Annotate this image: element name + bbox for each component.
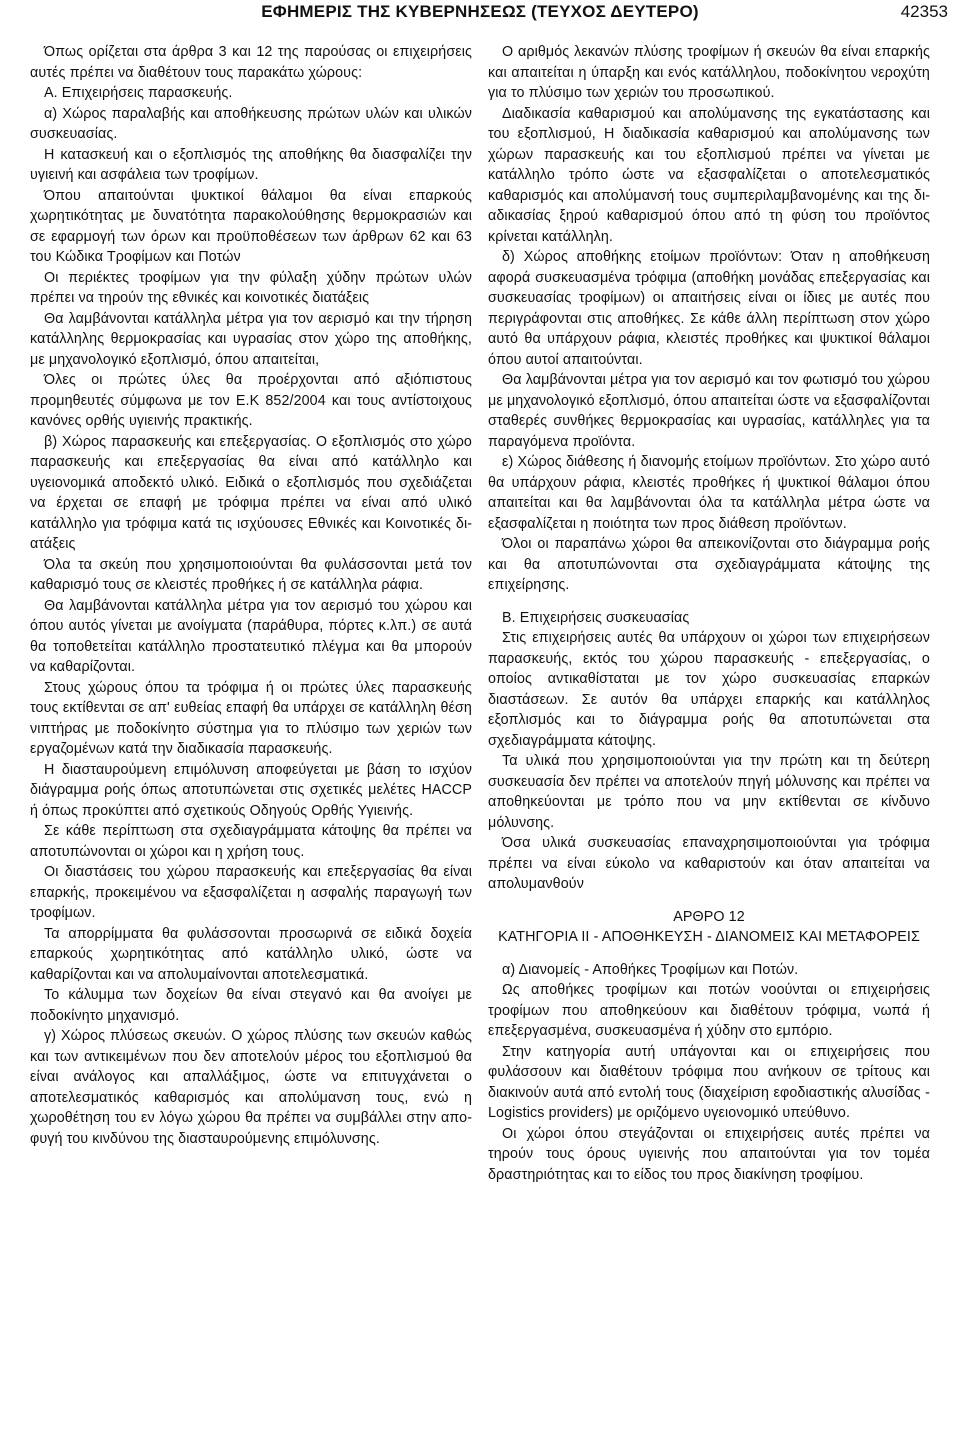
paragraph: Οι περιέκτες τροφίμων για την φύλαξη χύδην πρώτων υλών πρέπει να τηρούν της εθνικές και κοινοτικές διατάξεις xyxy=(30,269,472,306)
page-number: 42353 xyxy=(900,2,948,21)
paragraph: Τα υλικά που χρησιμοποιούνται για την πρώτη και τη δεύτερη συσκευασία δεν πρέπει να αποτελούν πηγή μόλυνσης και πρέπει να αποθηκεύονται με τρόπο που να μην εκτίθενται σε κίνδυνο μόλυνσης. xyxy=(488,753,930,831)
paragraph: Η κατασκευή και ο εξοπλισμός της αποθήκης θα διασφαλίζει την υγιεινή και ασφάλεια των τροφίμων. xyxy=(30,146,472,183)
paragraph: Οι διαστάσεις του χώρου παρασκευής και επεξεργασίας θα είναι επαρκής, προκειμένου να εξασφαλίζεται η ασφαλής παραγωγή των τροφίμων. xyxy=(30,864,472,921)
paragraph: Η διασταυρούμενη επιμόλυνση αποφεύγεται με βάση το ισχύον διάγραμμα ροής όπως αποτυπώνεται στις σχετικές μελέτες HACCP ή όπως προκύπτει από σχετικούς Οδηγούς Ορθής Υγιεινής. xyxy=(30,761,472,819)
section-heading: Α. Επιχειρήσεις παρασκευής. xyxy=(44,85,233,101)
paragraph: Στους χώρους όπου τα τρόφιμα ή οι πρώτες ύλες παρασκευής τους εκτίθενται σε απ' ευθείας επαφή θα υπάρχει σε κατάλληλη θέση νιπτήρας με ποδοκίνητο σύστημα για το πλύσιμο των χεριών των εργαζομένων κατά την διαδικασία παρασκευής. xyxy=(30,679,472,757)
paragraph: Όσα υλικά συσκευασίας επαναχρησιμοποιούνται για τρόφιμα πρέπει να είναι εύκολο να καθαριστούν και όταν απαιτείται να απολυμανθούν xyxy=(488,835,930,892)
paragraph: β) Χώρος παρασκευής και επεξεργασίας. Ο εξοπλισμός στο χώρο παρασκευής και επεξεργασίας θα είναι από κατάλληλο και υγειονομικά αποδεκτό υλικό. Ειδικά ο εξοπλισμός που σχεδιάζεται να έρχεται σε επαφή με τρόφιμα πρέπει να είναι από υλικό κατάλληλο για τρόφιμα κατά τις ισχύουσες Εθνικές και Κοινοτικές διατάξεις xyxy=(30,433,472,552)
paragraph: Όπου απαιτούνται ψυκτικοί θάλαμοι θα είναι επαρκούς χωρητικότητας με δυνατότητα παρακολούθησης θερμοκρασιών και σε εφαρμογή των όρων και προϋποθέσεων των άρθρων 62 και 63 του Κώδικα Τροφίμων και Ποτών xyxy=(30,187,472,265)
right-column xyxy=(488,42,930,1185)
section-heading: Β. Επιχειρήσεις συσκευασίας xyxy=(502,609,690,626)
page-header xyxy=(0,0,960,28)
gazette-title: ΕΦΗΜΕΡΙΣ ΤΗΣ ΚΥΒΕΡΝΗΣΕΩΣ (ΤΕΥΧΟΣ ΔΕΥΤΕΡΟ) xyxy=(261,2,699,21)
paragraph: Οι χώροι όπου στεγάζονται οι επιχειρήσεις αυτές πρέπει να τηρούν τους όρους υγιεινής που απαιτούνται για τον τομέα δραστηριότητας και το είδος του προς διακίνηση τροφίμου. xyxy=(488,1125,930,1183)
paragraph: Θα λαμβάνονται μέτρα για τον αερισμό και τον φωτισμό του χώρου με μηχανολογικό εξοπλισμό, όπου απαιτείται ώστε να εξασφαλίζονται σταθερές συνθήκες θερμοκρασίας και υγρασίας, κατάλληλες για τα παραγόμενα προϊόντα. xyxy=(488,372,930,450)
left-column xyxy=(30,42,472,1149)
paragraph: Θα λαμβάνονται κατάλληλα μέτρα για τον αερισμό του χώρου και όπου αυτός γίνεται με ανοίγματα (παράθυρα, πόρτες κ.λπ.) σε αυτά θα τοποθετείται κατάλληλο προστατευτικό πλέγμα και θα μπορούν να καθαρίζονται. xyxy=(30,597,472,675)
paragraph: Διαδικασία καθαρισμού και απολύμανσης της εγκατάστασης και του εξοπλισμού, Η διαδικασία καθαρισμού και απολύμανσης των χώρων παρασκευής και του εξοπλισμού πρέπει να γίνεται με κατάλληλο τρόπο ώστε να εξασφαλίζεται ο αποτελεσματικός καθαρισμός και απολύμανσή τους συμπεριλαμβανομένης και της διαδικασίας ξηρού καθαρισμού όπου από τη φύση του προϊόντος κρίνεται κατάλληλη. xyxy=(488,105,930,245)
paragraph: Το κάλυμμα των δοχείων θα είναι στεγανό και θα ανοίγει με ποδοκίνητο μηχανισμό. xyxy=(30,987,472,1024)
paragraph: Όλα τα σκεύη που χρησιμοποιούνται θα φυλάσσονται μετά τον καθαρισμό τους σε κλειστές προθήκες ή σε κατάλληλα ράφια. xyxy=(30,556,472,593)
paragraph: Τα απορρίμματα θα φυλάσσονται προσωρινά σε ειδικά δοχεία επαρκούς χωρητικότητας από κατάλληλο υλικό, ώστε να καθαρίζονται και να απολυμαίνονται αποτελεσματικά. xyxy=(30,925,472,983)
paragraph: Θα λαμβάνονται κατάλληλα μέτρα για τον αερισμό και την τήρηση κατάλληλης θερμοκρασίας και υγρασίας στον χώρο της αποθήκης, με μηχανολογικό εξοπλισμό, όπου απαιτείται, xyxy=(30,310,472,368)
paragraph: Όπως ορίζεται στα άρθρα 3 και 12 της παρούσας οι επιχειρήσεις αυτές πρέπει να διαθέτουν τους παρακάτω χώρους: xyxy=(30,44,472,81)
paragraph: Ως αποθήκες τροφίμων και ποτών νοούνται οι επιχειρήσεις τροφίμων που αποθηκεύουν και διαθέτουν τρόφιμα, νωπά ή επεξεργασμένα, συσκευασμένα ή χύδην στο εμπόριο. xyxy=(488,982,930,1039)
paragraph: Στις επιχειρήσεις αυτές θα υπάρχουν οι χώροι των επιχειρήσεων παρασκευής, εκτός του χώρου παρασκευής - επεξεργασίας, ο οποίος αντικαθίσταται με τον χώρο συσκευασίας επαρκών διαστάσεων. Σε αυτόν θα υπάρχει επαρκής και κατάλληλος εξοπλισμός και το διάγραμμα ροής θα αποτυπώνεται στα σχεδιαγράμματα κάτοψης. xyxy=(488,630,930,749)
paragraph: γ) Χώρος πλύσεως σκευών. Ο χώρος πλύσης των σκευών καθώς και των αντικειμένων που δεν αποτελούν μέρος του εξοπλισμού θα είναι ανάλογος και απαλλάξιμος, ώστε να επιτυγχάνεται ο αποτελεσματικός καθαρισμός και απολύμανση τους, ενώ η χωροθέτηση του εν λόγω χώρου θα πρέπει να συμβάλλει στην αποφυγή του κινδύνου της διασταυρούμενης επιμόλυνσης. xyxy=(30,1028,472,1147)
paragraph: ε) Χώρος διάθεσης ή διανομής ετοίμων προϊόντων. Στο χώρο αυτό θα υπάρχουν ράφια, κλειστές προθήκες ή ψυκτικοί θάλαμοι όπου απαιτείται και θα λαμβάνονται όλα τα κατάλληλα μέτρα ώστε να εξασφαλίζεται η ποιότητα των προς διάθεση προϊόντων. xyxy=(488,454,930,532)
paragraph: Σε κάθε περίπτωση στα σχεδιαγράμματα κάτοψης θα πρέπει να αποτυπώνονται οι χώροι και η χρήση τους. xyxy=(30,823,472,860)
paragraph: δ) Χώρος αποθήκης ετοίμων προϊόντων: Όταν η αποθήκευση αφορά συσκευασμένα τρόφιμα (αποθήκη μονάδας επεξεργασίας και συσκευασίας τροφίμων) οι απαιτήσεις είναι οι ίδιες με αυτές που περιγράφονται στις αποθήκες. Σε κάθε άλλη περίπτωση στον χώρο αυτό θα υπάρχουν ράφια, κλειστές προθήκες και ψυκτικοί θάλαμοι όπου αυτοί απαιτούνται. xyxy=(488,249,930,368)
paragraph: Όλες οι πρώτες ύλες θα προέρχονται από αξιόπιστους προμηθευτές σύμφωνα με τον Ε.Κ 852/2004 και τους αντίστοιχους κανόνες ορθής υγιεινής πρακτικής. xyxy=(30,372,472,429)
subsection-heading: α) Διανομείς - Αποθήκες Τροφίμων και Ποτών. xyxy=(502,961,799,978)
paragraph: Ο αριθμός λεκανών πλύσης τροφίμων ή σκευών θα είναι επαρκής και απαιτείται η ύπαρξη και ενός κατάλληλου, ποδοκίνητου νεροχύτη για το πλύσιμο των χεριών του προσωπικού. xyxy=(488,44,930,101)
article-title: ΚΑΤΗΓΟΡΙΑ ΙΙ - ΑΠΟΘΗΚΕΥΣΗ - ΔΙΑΝΟΜΕΙΣ ΚΑΙ ΜΕΤΑΦΟΡΕΙΣ xyxy=(498,929,920,945)
article-number: ΑΡΘΡΟ 12 xyxy=(673,908,745,925)
subsection-heading: α) Χώρος παραλαβής και αποθήκευσης πρώτων υλών και υλικών συσκευασίας. xyxy=(30,105,472,142)
paragraph: Όλοι οι παραπάνω χώροι θα απεικονίζονται στο διάγραμμα ροής και θα αποτυπώνονται στα σχεδιαγράμματα κάτοψης της επιχείρησης. xyxy=(488,536,930,593)
paragraph: Στην κατηγορία αυτή υπάγονται και οι επιχειρήσεις που φυλάσσουν και διαθέτουν τρόφιμα που ανήκουν σε τρίτους και διακινούν αυτά από εντολή τους (διαχείριση εφοδιαστικής αλυσίδας - Logistics providers) με οριζόμενο υγειονομικό υπεύθυνο. xyxy=(488,1043,930,1121)
